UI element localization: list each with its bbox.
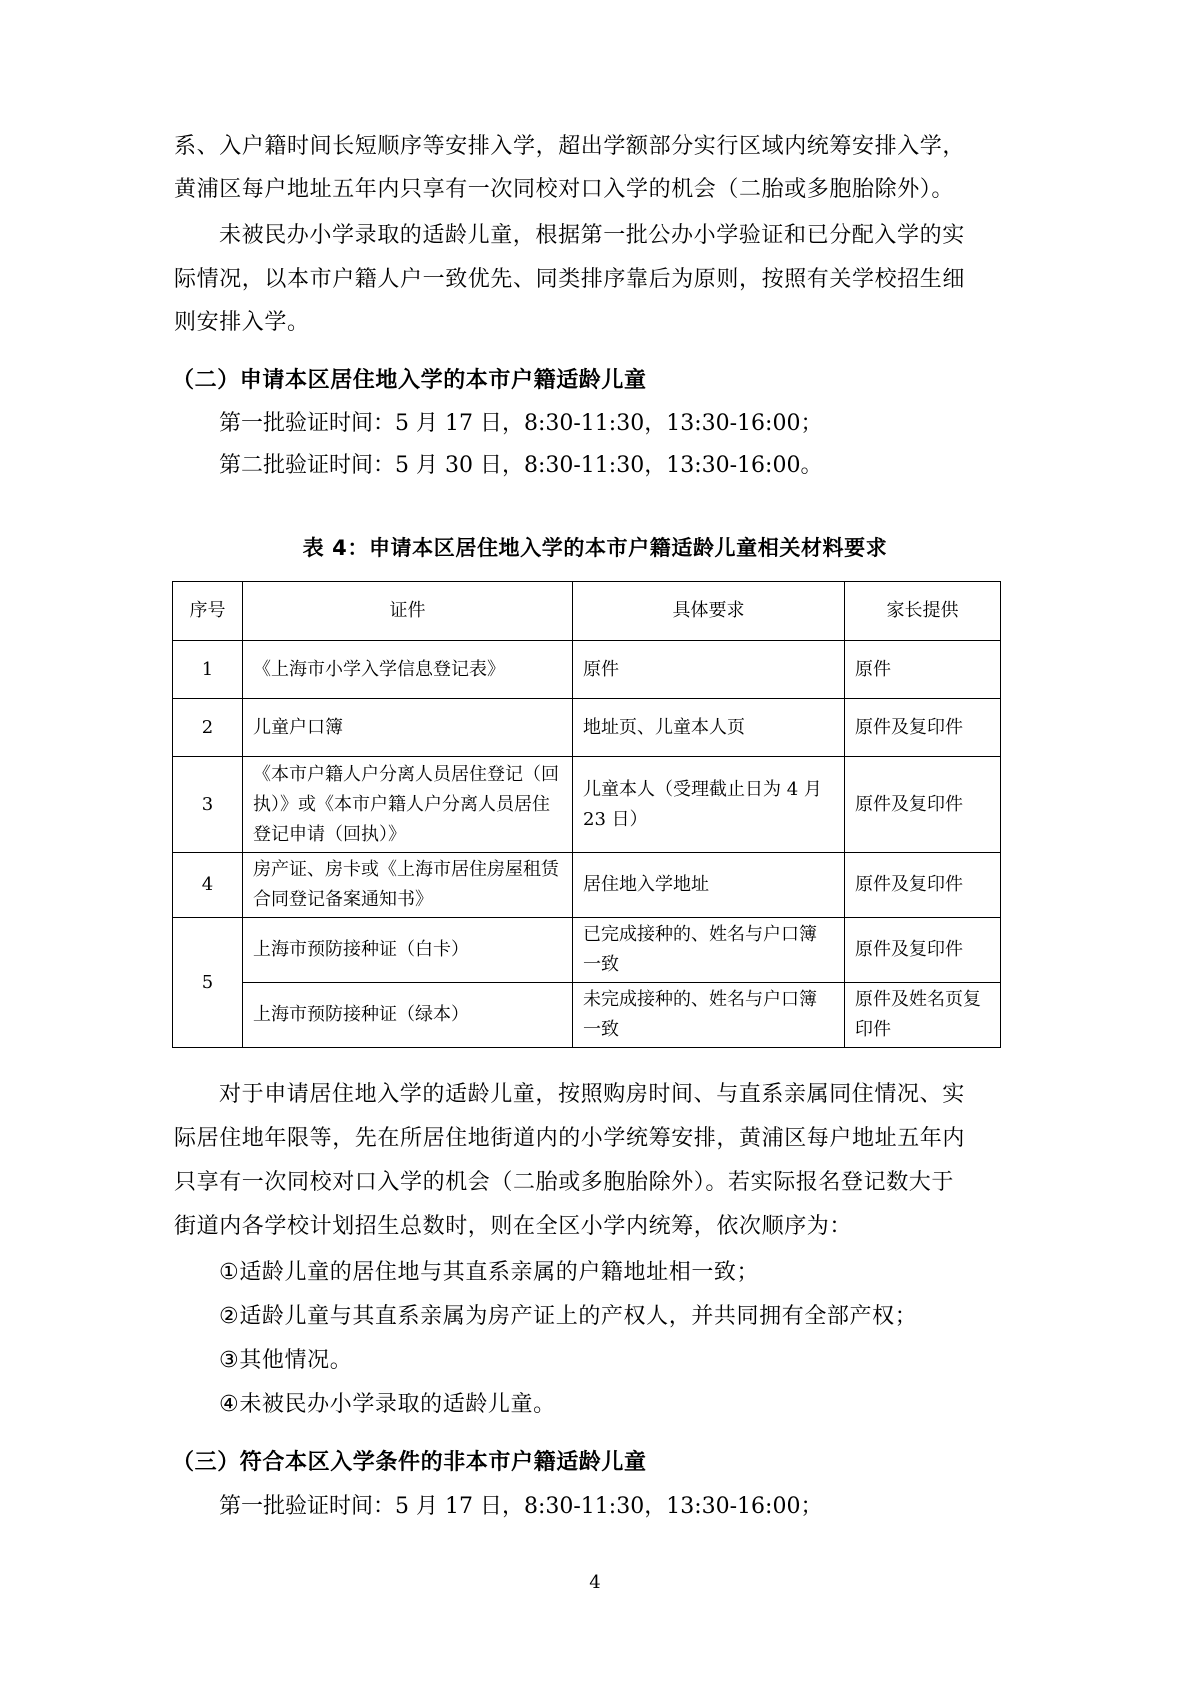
provide-cell: 原件及姓名页复印件	[845, 983, 1001, 1048]
requirement-cell: 居住地入学地址	[573, 853, 845, 918]
list-item: ④未被民办小学录取的适龄儿童。	[219, 1392, 556, 1417]
provide-cell: 原件	[845, 641, 1001, 699]
document-cell: 房产证、房卡或《上海市居住房屋租赁合同登记备案通知书》	[243, 853, 573, 918]
table-row	[173, 983, 1001, 1048]
list-item: ②适龄儿童与其直系亲属为房产证上的产权人，并共同拥有全部产权；	[219, 1304, 918, 1329]
requirement-cell: 未完成接种的、姓名与户口簿一致	[573, 983, 845, 1048]
verification-time: 第二批验证时间：5 月 30 日，8:30-11:30，13:30-16:00。	[219, 453, 823, 478]
table-row	[173, 699, 1001, 757]
document-cell: 上海市预防接种证（白卡）	[243, 918, 573, 983]
row-number: 4	[173, 853, 243, 918]
table-row	[173, 918, 1001, 983]
header-cell: 序号	[173, 582, 243, 641]
document-cell: 《本市户籍人户分离人员居住登记（回执）》或《本市户籍人户分离人员居住登记申请（回执）》	[243, 757, 573, 853]
row-number: 3	[173, 757, 243, 853]
requirements-table	[172, 581, 1001, 1048]
requirement-cell: 原件	[573, 641, 845, 699]
requirement-cell: 地址页、儿童本人页	[573, 699, 845, 757]
row-number: 2	[173, 699, 243, 757]
provide-cell: 原件及复印件	[845, 853, 1001, 918]
section-heading: （三）符合本区入学条件的非本市户籍适龄儿童	[172, 1450, 647, 1475]
paragraph-line: 则安排入学。	[174, 310, 310, 335]
table-row	[173, 641, 1001, 699]
verification-time: 第一批验证时间：5 月 17 日，8:30-11:30，13:30-16:00；	[219, 1494, 823, 1519]
list-item: ③其他情况。	[219, 1348, 353, 1373]
paragraph-line: 系、入户籍时间长短顺序等安排入学，超出学额部分实行区域内统筹安排入学，	[174, 134, 966, 159]
provide-cell: 原件及复印件	[845, 757, 1001, 853]
header-cell: 具体要求	[573, 582, 845, 641]
document-cell: 《上海市小学入学信息登记表》	[243, 641, 573, 699]
paragraph-line: 际情况，以本市户籍人户一致优先、同类排序靠后为原则，按照有关学校招生细	[174, 267, 966, 292]
requirement-cell: 儿童本人（受理截止日为 4 月 23 日）	[573, 757, 845, 853]
paragraph-line: 街道内各学校计划招生总数时，则在全区小学内统筹，依次顺序为：	[174, 1214, 853, 1239]
paragraph-line: 未被民办小学录取的适龄儿童，根据第一批公办小学验证和已分配入学的实	[219, 223, 965, 248]
table-caption: 表 4：申请本区居住地入学的本市户籍适龄儿童相关材料要求	[302, 536, 888, 560]
requirement-cell: 已完成接种的、姓名与户口簿一致	[573, 918, 845, 983]
row-number: 5	[173, 918, 243, 1048]
verification-time: 第一批验证时间：5 月 17 日，8:30-11:30，13:30-16:00；	[219, 411, 823, 436]
paragraph-line: 际居住地年限等，先在所居住地街道内的小学统筹安排，黄浦区每户地址五年内	[174, 1126, 966, 1151]
page-number: 4	[589, 1572, 601, 1593]
table-header-row	[173, 582, 1001, 641]
paragraph-line: 黄浦区每户地址五年内只享有一次同校对口入学的机会（二胎或多胞胎除外）。	[174, 177, 955, 202]
row-number: 1	[173, 641, 243, 699]
paragraph-line: 只享有一次同校对口入学的机会（二胎或多胞胎除外）。若实际报名登记数大于	[174, 1170, 955, 1195]
section-heading: （二）申请本区居住地入学的本市户籍适龄儿童	[172, 368, 647, 393]
provide-cell: 原件及复印件	[845, 918, 1001, 983]
list-item: ①适龄儿童的居住地与其直系亲属的户籍地址相一致；	[219, 1260, 760, 1285]
document-cell: 儿童户口簿	[243, 699, 573, 757]
paragraph-line: 对于申请居住地入学的适龄儿童，按照购房时间、与直系亲属同住情况、实	[219, 1082, 965, 1107]
header-cell: 家长提供	[845, 582, 1001, 641]
provide-cell: 原件及复印件	[845, 699, 1001, 757]
table-row	[173, 853, 1001, 918]
header-cell: 证件	[243, 582, 573, 641]
document-cell: 上海市预防接种证（绿本）	[243, 983, 573, 1048]
table-row	[173, 757, 1001, 853]
